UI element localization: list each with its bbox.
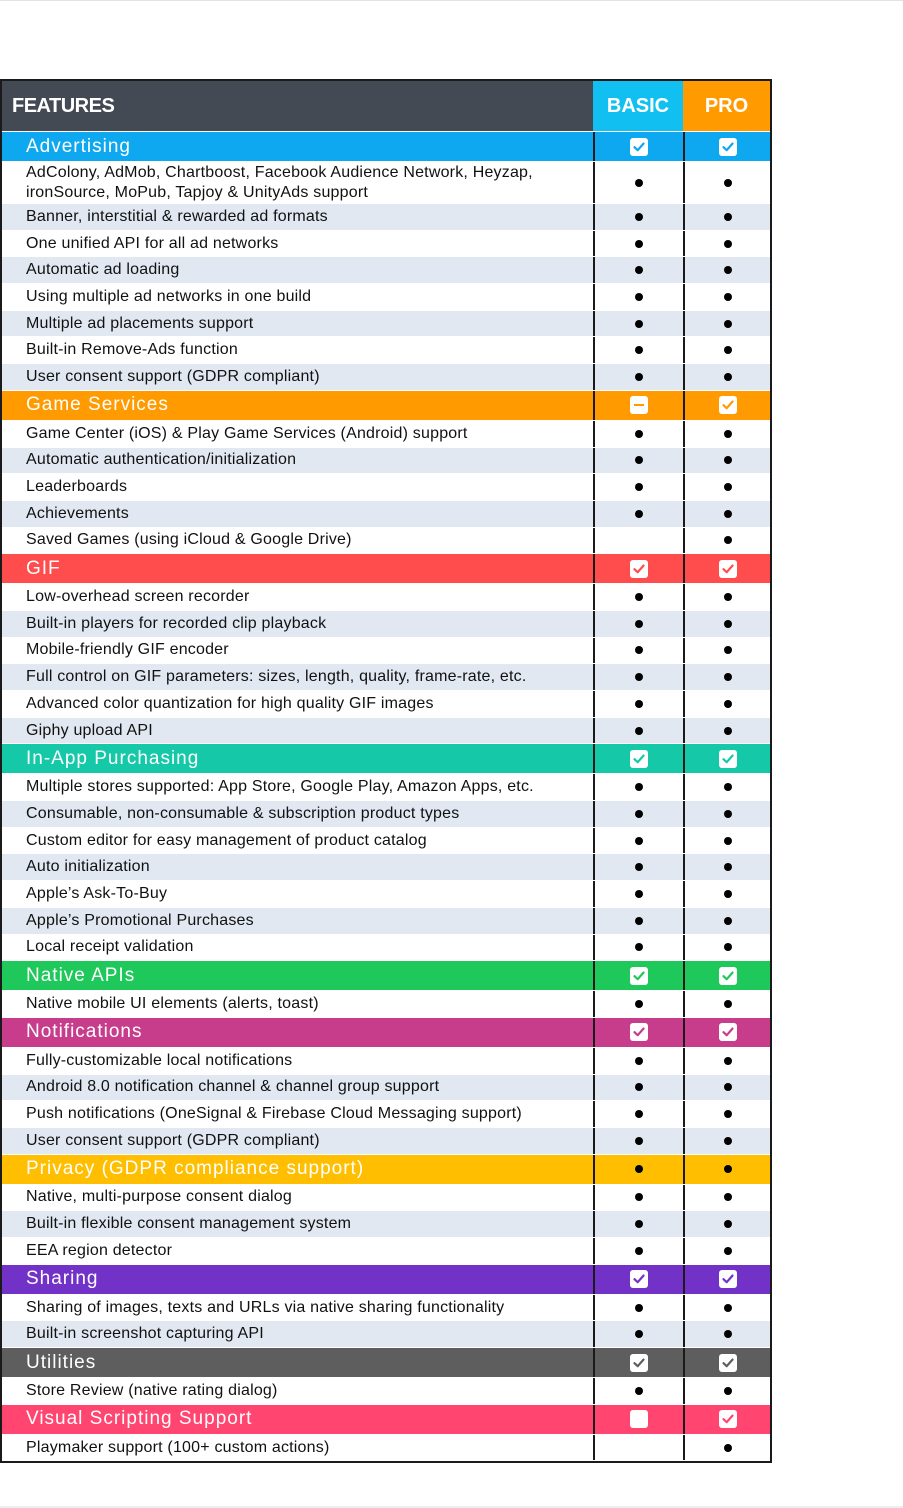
feature-row xyxy=(2,421,770,448)
feature-basic-cell xyxy=(593,474,683,500)
feature-label: Native mobile UI elements (alerts, toast) xyxy=(26,995,319,1013)
bullet-icon xyxy=(724,810,732,818)
feature-row xyxy=(2,204,770,231)
feature-label: One unified API for all ad networks xyxy=(26,234,279,252)
bullet-icon xyxy=(635,1165,643,1173)
checkbox-checked-icon xyxy=(719,560,737,578)
feature-basic-cell xyxy=(593,1075,683,1101)
bullet-icon xyxy=(635,266,643,274)
bullet-icon xyxy=(724,890,732,898)
feature-row xyxy=(2,908,770,935)
bullet-icon xyxy=(724,593,732,601)
feature-basic-cell xyxy=(593,257,683,283)
bullet-icon xyxy=(635,213,643,221)
bullet-icon xyxy=(724,727,732,735)
bullet-icon xyxy=(724,1330,732,1338)
checkbox-checked-icon xyxy=(719,750,737,768)
feature-basic-cell xyxy=(593,828,683,854)
bullet-icon xyxy=(635,1330,643,1338)
feature-basic-cell xyxy=(593,881,683,907)
feature-label: EEA region detector xyxy=(26,1241,173,1259)
feature-basic-cell xyxy=(593,1211,683,1237)
section-pro-cell xyxy=(683,554,770,583)
feature-pro-cell xyxy=(683,664,770,690)
bullet-icon xyxy=(724,1193,732,1201)
feature-basic-cell xyxy=(593,908,683,934)
feature-label: Native, multi-purpose consent dialog xyxy=(26,1188,293,1206)
feature-pro-cell xyxy=(683,1101,770,1127)
bullet-icon xyxy=(635,620,643,628)
bullet-icon xyxy=(724,320,732,328)
feature-label: Advanced color quantization for high quality GIF images xyxy=(26,694,434,712)
bullet-icon xyxy=(724,293,732,301)
feature-label: Game Center (iOS) & Play Game Services (Android) support xyxy=(26,424,468,442)
checkbox-checked-icon xyxy=(719,138,737,156)
section-title: Notifications xyxy=(26,1021,143,1043)
feature-label: Apple’s Promotional Purchases xyxy=(26,911,254,929)
feature-row xyxy=(2,881,770,908)
feature-pro-cell xyxy=(683,1075,770,1101)
section-pro-cell xyxy=(683,1348,770,1377)
section-title: Advertising xyxy=(26,135,131,157)
feature-row xyxy=(2,337,770,364)
feature-row xyxy=(2,474,770,501)
feature-row xyxy=(2,1048,770,1075)
bullet-icon xyxy=(724,646,732,654)
checkbox-checked-icon xyxy=(719,1410,737,1428)
bullet-icon xyxy=(724,240,732,248)
section-pro-cell xyxy=(683,132,770,161)
bullet-icon xyxy=(635,373,643,381)
feature-pro-cell xyxy=(683,828,770,854)
table-header xyxy=(2,81,770,132)
bullet-icon xyxy=(724,837,732,845)
bullet-icon xyxy=(635,837,643,845)
feature-basic-cell xyxy=(593,448,683,474)
feature-label: Fully-customizable local notifications xyxy=(26,1051,293,1069)
bullet-icon xyxy=(635,673,643,681)
bullet-icon xyxy=(724,1137,732,1145)
section-row xyxy=(2,1155,770,1185)
section-row xyxy=(2,1265,770,1295)
bullet-icon xyxy=(635,320,643,328)
feature-label: Apple’s Ask-To-Buy xyxy=(26,884,168,902)
section-title: Visual Scripting Support xyxy=(26,1408,253,1430)
feature-pro-cell xyxy=(683,1128,770,1154)
feature-row xyxy=(2,691,770,718)
feature-pro-cell xyxy=(683,1295,770,1321)
feature-basic-cell xyxy=(593,337,683,363)
bullet-icon xyxy=(724,179,732,187)
feature-pro-cell xyxy=(683,584,770,610)
section-pro-cell xyxy=(683,1018,770,1047)
section-basic-cell xyxy=(593,961,683,990)
feature-row xyxy=(2,935,770,962)
section-pro-cell xyxy=(683,961,770,990)
feature-row xyxy=(2,801,770,828)
feature-row xyxy=(2,828,770,855)
bullet-icon xyxy=(724,430,732,438)
features-column-header: FEATURES xyxy=(2,81,593,131)
feature-row xyxy=(2,1378,770,1405)
bullet-icon xyxy=(724,1220,732,1228)
checkbox-partial-icon xyxy=(630,396,648,414)
feature-basic-cell xyxy=(593,691,683,717)
bullet-icon xyxy=(635,646,643,654)
feature-pro-cell xyxy=(683,691,770,717)
feature-pro-cell xyxy=(683,908,770,934)
feature-label: Multiple stores supported: App Store, Google Play, Amazon Apps, etc. xyxy=(26,778,534,796)
bullet-icon xyxy=(724,1247,732,1255)
feature-basic-cell xyxy=(593,501,683,527)
feature-pro-cell xyxy=(683,1211,770,1237)
bullet-icon xyxy=(724,510,732,518)
feature-label: Low-overhead screen recorder xyxy=(26,588,250,606)
feature-pro-cell xyxy=(683,991,770,1017)
bullet-icon xyxy=(635,863,643,871)
feature-label: AdColony, AdMob, Chartboost, Facebook Audience Network, Heyzap, ironSource, MoPub, Tapjoy & UnityAds support xyxy=(26,163,533,201)
feature-label: Consumable, non-consumable & subscription product types xyxy=(26,804,460,822)
feature-pro-cell xyxy=(683,364,770,390)
checkbox-checked-icon xyxy=(630,750,648,768)
feature-basic-cell xyxy=(593,421,683,447)
section-title: GIF xyxy=(26,557,61,579)
feature-row xyxy=(2,718,770,745)
bullet-icon xyxy=(724,1110,732,1118)
bullet-icon xyxy=(635,700,643,708)
bullet-icon xyxy=(635,456,643,464)
feature-basic-cell xyxy=(593,1295,683,1321)
feature-label: Built-in Remove-Ads function xyxy=(26,341,238,359)
feature-label: Using multiple ad networks in one build xyxy=(26,287,312,305)
bullet-icon xyxy=(635,943,643,951)
feature-label: Playmaker support (100+ custom actions) xyxy=(26,1438,330,1456)
feature-row xyxy=(2,611,770,638)
feature-label: Local receipt validation xyxy=(26,938,194,956)
section-row xyxy=(2,1348,770,1378)
bullet-icon xyxy=(635,1387,643,1395)
feature-label: Built-in players for recorded clip playback xyxy=(26,614,327,632)
feature-pro-cell xyxy=(683,1378,770,1404)
feature-label: Achievements xyxy=(26,504,129,522)
checkbox-checked-icon xyxy=(630,1354,648,1372)
feature-basic-cell xyxy=(593,611,683,637)
top-divider xyxy=(0,0,903,1)
section-pro-cell xyxy=(683,1405,770,1434)
section-title: Sharing xyxy=(26,1268,99,1290)
bullet-icon xyxy=(635,890,643,898)
section-title: Privacy (GDPR compliance support) xyxy=(26,1158,365,1180)
feature-row xyxy=(2,284,770,311)
section-pro-cell xyxy=(683,1155,770,1184)
feature-basic-cell xyxy=(593,364,683,390)
bullet-icon xyxy=(724,1304,732,1312)
feature-basic-cell xyxy=(593,1435,683,1461)
bullet-icon xyxy=(635,1304,643,1312)
feature-row xyxy=(2,1435,770,1462)
bullet-icon xyxy=(635,483,643,491)
pro-column-header: PRO xyxy=(683,81,770,131)
feature-row xyxy=(2,364,770,391)
section-title: In-App Purchasing xyxy=(26,747,200,769)
bullet-icon xyxy=(724,456,732,464)
section-pro-cell xyxy=(683,744,770,773)
feature-basic-cell xyxy=(593,1378,683,1404)
feature-row xyxy=(2,774,770,801)
bullet-icon xyxy=(724,483,732,491)
feature-basic-cell xyxy=(593,991,683,1017)
checkbox-empty-icon xyxy=(630,1410,648,1428)
checkbox-checked-icon xyxy=(719,1023,737,1041)
section-basic-cell xyxy=(593,1155,683,1184)
bullet-icon xyxy=(635,293,643,301)
bullet-icon xyxy=(635,783,643,791)
feature-label: Leaderboards xyxy=(26,478,128,496)
feature-basic-cell xyxy=(593,774,683,800)
feature-pro-cell xyxy=(683,1048,770,1074)
section-basic-cell xyxy=(593,744,683,773)
feature-comparison-table xyxy=(0,79,772,1463)
feature-label: Custom editor for easy management of product catalog xyxy=(26,831,427,849)
checkbox-checked-icon xyxy=(630,138,648,156)
section-title: Game Services xyxy=(26,394,169,416)
bullet-icon xyxy=(635,1110,643,1118)
bullet-icon xyxy=(724,1165,732,1173)
feature-basic-cell xyxy=(593,204,683,230)
checkbox-checked-icon xyxy=(719,967,737,985)
feature-label: User consent support (GDPR compliant) xyxy=(26,367,320,385)
bullet-icon xyxy=(724,346,732,354)
bullet-icon xyxy=(724,373,732,381)
feature-basic-cell xyxy=(593,854,683,880)
feature-pro-cell xyxy=(683,257,770,283)
feature-label: Built-in flexible consent management system xyxy=(26,1215,352,1233)
checkbox-checked-icon xyxy=(630,967,648,985)
section-row xyxy=(2,132,770,162)
section-row xyxy=(2,391,770,421)
section-title: Utilities xyxy=(26,1351,97,1373)
feature-basic-cell xyxy=(593,718,683,744)
feature-row xyxy=(2,528,770,555)
feature-row xyxy=(2,448,770,475)
bullet-icon xyxy=(635,593,643,601)
feature-basic-cell xyxy=(593,311,683,337)
section-basic-cell xyxy=(593,391,683,420)
feature-pro-cell xyxy=(683,881,770,907)
section-row xyxy=(2,554,770,584)
section-title: Native APIs xyxy=(26,964,136,986)
feature-pro-cell xyxy=(683,1238,770,1264)
bullet-icon xyxy=(724,1083,732,1091)
feature-pro-cell xyxy=(683,1185,770,1211)
feature-pro-cell xyxy=(683,935,770,961)
feature-pro-cell xyxy=(683,774,770,800)
bullet-icon xyxy=(724,1387,732,1395)
feature-pro-cell xyxy=(683,528,770,554)
checkbox-checked-icon xyxy=(719,1270,737,1288)
bullet-icon xyxy=(724,917,732,925)
feature-pro-cell xyxy=(683,801,770,827)
checkbox-checked-icon xyxy=(630,1023,648,1041)
feature-pro-cell xyxy=(683,718,770,744)
section-basic-cell xyxy=(593,1018,683,1047)
bullet-icon xyxy=(724,1444,732,1452)
feature-label: Sharing of images, texts and URLs via native sharing functionality xyxy=(26,1298,505,1316)
bullet-icon xyxy=(635,346,643,354)
feature-pro-cell xyxy=(683,337,770,363)
checkbox-checked-icon xyxy=(719,1354,737,1372)
feature-basic-cell xyxy=(593,231,683,257)
feature-pro-cell xyxy=(683,474,770,500)
bullet-icon xyxy=(635,1000,643,1008)
feature-basic-cell xyxy=(593,638,683,664)
bullet-icon xyxy=(635,917,643,925)
bullet-icon xyxy=(635,1247,643,1255)
feature-label: Auto initialization xyxy=(26,858,150,876)
feature-row xyxy=(2,1295,770,1322)
feature-basic-cell xyxy=(593,528,683,554)
section-row xyxy=(2,744,770,774)
checkbox-checked-icon xyxy=(630,1270,648,1288)
section-basic-cell xyxy=(593,132,683,161)
feature-row xyxy=(2,854,770,881)
feature-label: User consent support (GDPR compliant) xyxy=(26,1131,320,1149)
feature-pro-cell xyxy=(683,448,770,474)
feature-label: Push notifications (OneSignal & Firebase Cloud Messaging support) xyxy=(26,1105,522,1123)
bullet-icon xyxy=(724,266,732,274)
feature-basic-cell xyxy=(593,1238,683,1264)
feature-label: Mobile-friendly GIF encoder xyxy=(26,641,229,659)
bullet-icon xyxy=(635,1193,643,1201)
bullet-icon xyxy=(635,179,643,187)
feature-row xyxy=(2,1101,770,1128)
feature-basic-cell xyxy=(593,1185,683,1211)
feature-row xyxy=(2,1128,770,1155)
feature-basic-cell xyxy=(593,801,683,827)
bullet-icon xyxy=(635,1083,643,1091)
section-basic-cell xyxy=(593,1405,683,1434)
feature-basic-cell xyxy=(593,935,683,961)
bullet-icon xyxy=(724,1000,732,1008)
feature-pro-cell xyxy=(683,284,770,310)
section-basic-cell xyxy=(593,1348,683,1377)
feature-row xyxy=(2,311,770,338)
feature-row xyxy=(2,1075,770,1102)
section-pro-cell xyxy=(683,1265,770,1294)
feature-label: Store Review (native rating dialog) xyxy=(26,1381,278,1399)
bullet-icon xyxy=(724,536,732,544)
feature-label: Full control on GIF parameters: sizes, length, quality, frame-rate, etc. xyxy=(26,668,527,686)
feature-basic-cell xyxy=(593,584,683,610)
feature-row xyxy=(2,991,770,1018)
section-row xyxy=(2,1405,770,1435)
section-row xyxy=(2,1018,770,1048)
feature-label: Multiple ad placements support xyxy=(26,314,254,332)
bullet-icon xyxy=(635,727,643,735)
bullet-icon xyxy=(724,620,732,628)
feature-row xyxy=(2,1211,770,1238)
feature-row xyxy=(2,1185,770,1212)
feature-label: Android 8.0 notification channel & channel group support xyxy=(26,1078,440,1096)
section-pro-cell xyxy=(683,391,770,420)
bullet-icon xyxy=(724,700,732,708)
bullet-icon xyxy=(724,943,732,951)
bullet-icon xyxy=(635,1137,643,1145)
feature-basic-cell xyxy=(593,1128,683,1154)
bullet-icon xyxy=(635,1220,643,1228)
checkbox-checked-icon xyxy=(719,396,737,414)
bullet-icon xyxy=(635,430,643,438)
section-basic-cell xyxy=(593,554,683,583)
feature-basic-cell xyxy=(593,1321,683,1347)
feature-pro-cell xyxy=(683,638,770,664)
feature-label: Giphy upload API xyxy=(26,721,153,739)
feature-basic-cell xyxy=(593,284,683,310)
feature-pro-cell xyxy=(683,204,770,230)
feature-pro-cell xyxy=(683,311,770,337)
feature-basic-cell xyxy=(593,1048,683,1074)
feature-row xyxy=(2,257,770,284)
bullet-icon xyxy=(635,510,643,518)
feature-row xyxy=(2,584,770,611)
feature-pro-cell xyxy=(683,854,770,880)
section-basic-cell xyxy=(593,1265,683,1294)
basic-column-header: BASIC xyxy=(593,81,683,131)
feature-row xyxy=(2,638,770,665)
checkbox-checked-icon xyxy=(630,560,648,578)
feature-pro-cell xyxy=(683,611,770,637)
feature-pro-cell xyxy=(683,501,770,527)
bullet-icon xyxy=(724,673,732,681)
bullet-icon xyxy=(635,1057,643,1065)
feature-row xyxy=(2,1238,770,1265)
feature-row xyxy=(2,162,770,204)
feature-basic-cell xyxy=(593,1101,683,1127)
feature-basic-cell xyxy=(593,162,683,203)
feature-label: Saved Games (using iCloud & Google Drive) xyxy=(26,531,352,549)
feature-pro-cell xyxy=(683,1321,770,1347)
feature-row xyxy=(2,501,770,528)
bullet-icon xyxy=(724,213,732,221)
feature-basic-cell xyxy=(593,664,683,690)
feature-pro-cell xyxy=(683,421,770,447)
feature-label: Automatic authentication/initialization xyxy=(26,451,297,469)
feature-label: Banner, interstitial & rewarded ad formats xyxy=(26,207,328,225)
feature-pro-cell xyxy=(683,162,770,203)
feature-row xyxy=(2,664,770,691)
feature-label: Built-in screenshot capturing API xyxy=(26,1325,264,1343)
feature-row xyxy=(2,1321,770,1348)
bullet-icon xyxy=(724,863,732,871)
section-row xyxy=(2,961,770,991)
bullet-icon xyxy=(724,1057,732,1065)
feature-row xyxy=(2,231,770,258)
bullet-icon xyxy=(635,240,643,248)
feature-pro-cell xyxy=(683,1435,770,1461)
feature-pro-cell xyxy=(683,231,770,257)
bullet-icon xyxy=(724,783,732,791)
feature-label: Automatic ad loading xyxy=(26,261,180,279)
bullet-icon xyxy=(635,810,643,818)
